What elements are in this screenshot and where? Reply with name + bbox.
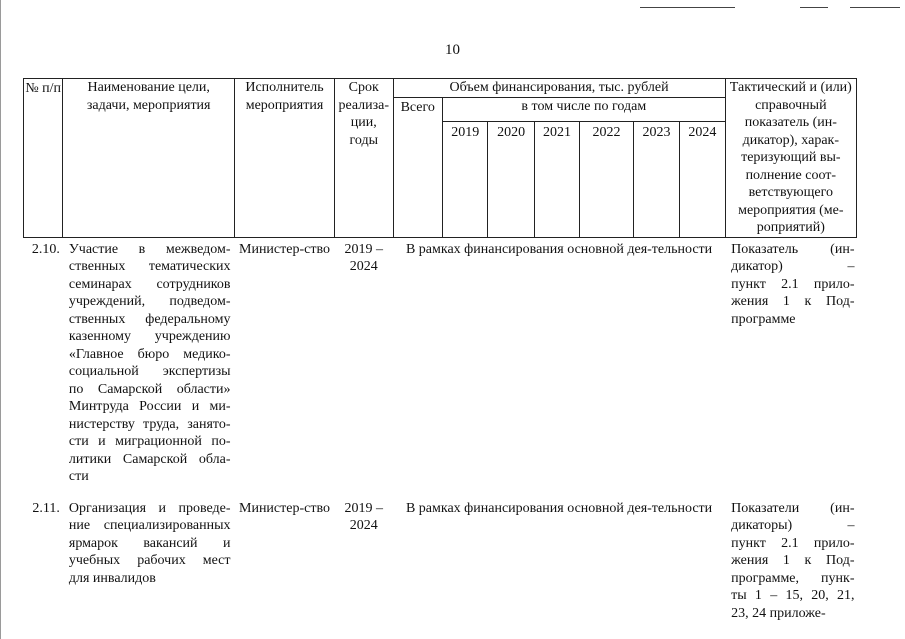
text-line: нистерству труда, занято-	[68, 416, 231, 432]
table-header	[24, 79, 857, 238]
header-year: 2021	[534, 121, 579, 237]
scan-mark	[640, 7, 735, 8]
text-line: «Главное бюро медико-	[68, 346, 231, 362]
text-line: учреждений, подведом-	[68, 294, 231, 309]
header-year: 2020	[488, 121, 534, 237]
header-year: 2023	[633, 121, 679, 237]
text-line: социальной экспертизы	[68, 364, 231, 379]
text-line: Минтруда России и ми-	[68, 399, 231, 414]
table-row	[24, 237, 857, 500]
row-term: 2019 – 2024	[344, 500, 383, 533]
row-term: 2019 – 2024	[344, 241, 383, 274]
row-indicator	[725, 500, 856, 637]
header-year: 2022	[580, 121, 634, 237]
header-financing: Объем финансирования, тыс. рублей	[393, 79, 725, 98]
row-executor: Министер-ство	[239, 241, 330, 257]
row-financing: В рамках финансирования основной дея-тельности	[405, 241, 713, 257]
text-line: 23, 24 приложе-	[731, 605, 826, 621]
text-line: по Самарской области»	[68, 381, 231, 397]
row-number: 2.11.	[32, 500, 60, 516]
text-line: казенному учреждению	[68, 329, 231, 344]
header-term: Срок реализа-ции, годы	[334, 79, 393, 238]
text-line: семинарах сотрудников	[68, 276, 231, 292]
text-line: ственных тематических	[68, 259, 231, 274]
header-executor: Исполнитель мероприятия	[235, 79, 335, 238]
scan-mark	[850, 7, 900, 8]
scan-left-edge	[0, 0, 1, 639]
row-indicator	[725, 237, 856, 500]
row-number: 2.10.	[31, 241, 60, 257]
header-year: 2024	[680, 121, 725, 237]
row-executor: Министер-ство	[239, 500, 330, 516]
page-number: 10	[445, 42, 460, 58]
text-line: жения 1 к Под-	[731, 553, 855, 568]
text-line: программе	[731, 311, 796, 327]
row-financing: В рамках финансирования основной дея-тельности	[405, 500, 713, 516]
text-line: для инвалидов	[68, 570, 156, 586]
text-line: ственных федеральному	[68, 311, 231, 327]
row-name	[63, 237, 235, 500]
text-line: программе, пунк-	[731, 570, 855, 586]
text-line: ты 1 – 15, 20, 21,	[731, 588, 855, 603]
text-line: пункт 2.1 прило-	[731, 535, 855, 551]
text-line: ние специализированных	[68, 518, 231, 533]
header-name: Наименование цели, задачи, мероприятия	[63, 79, 235, 238]
text-line: сти	[68, 469, 89, 484]
text-line: пункт 2.1 прило-	[731, 276, 855, 292]
text-line: Показатели (ин-	[731, 500, 855, 516]
text-line: учебных рабочих мест	[68, 553, 231, 568]
header-total: Всего	[393, 97, 442, 237]
text-line: сти и миграционной по-	[68, 434, 231, 449]
text-line: Организация и проведе-	[68, 500, 231, 516]
row-name	[63, 500, 235, 637]
header-num: № п/п	[24, 79, 63, 238]
text-line: Участие в межведом-	[68, 241, 231, 257]
scan-mark	[800, 7, 828, 8]
program-table	[23, 78, 857, 636]
text-line: Показатель (ин-	[731, 241, 855, 257]
table-row	[24, 500, 857, 637]
header-indicator: Тактический и (или) справочный показатель (ин-дикатор), харак-теризующий вы-полнение соот-ветствующего мероприятия (ме-роприятий)	[725, 79, 856, 238]
text-line: жения 1 к Под-	[731, 294, 855, 309]
text-line: литики Самарской обла-	[68, 451, 231, 467]
text-line: ярмарок вакансий и	[68, 535, 231, 551]
text-line: дикатор) –	[731, 259, 855, 274]
text-line: дикаторы) –	[731, 518, 855, 533]
header-year: 2019	[442, 121, 487, 237]
header-by-years: в том числе по годам	[442, 97, 725, 121]
